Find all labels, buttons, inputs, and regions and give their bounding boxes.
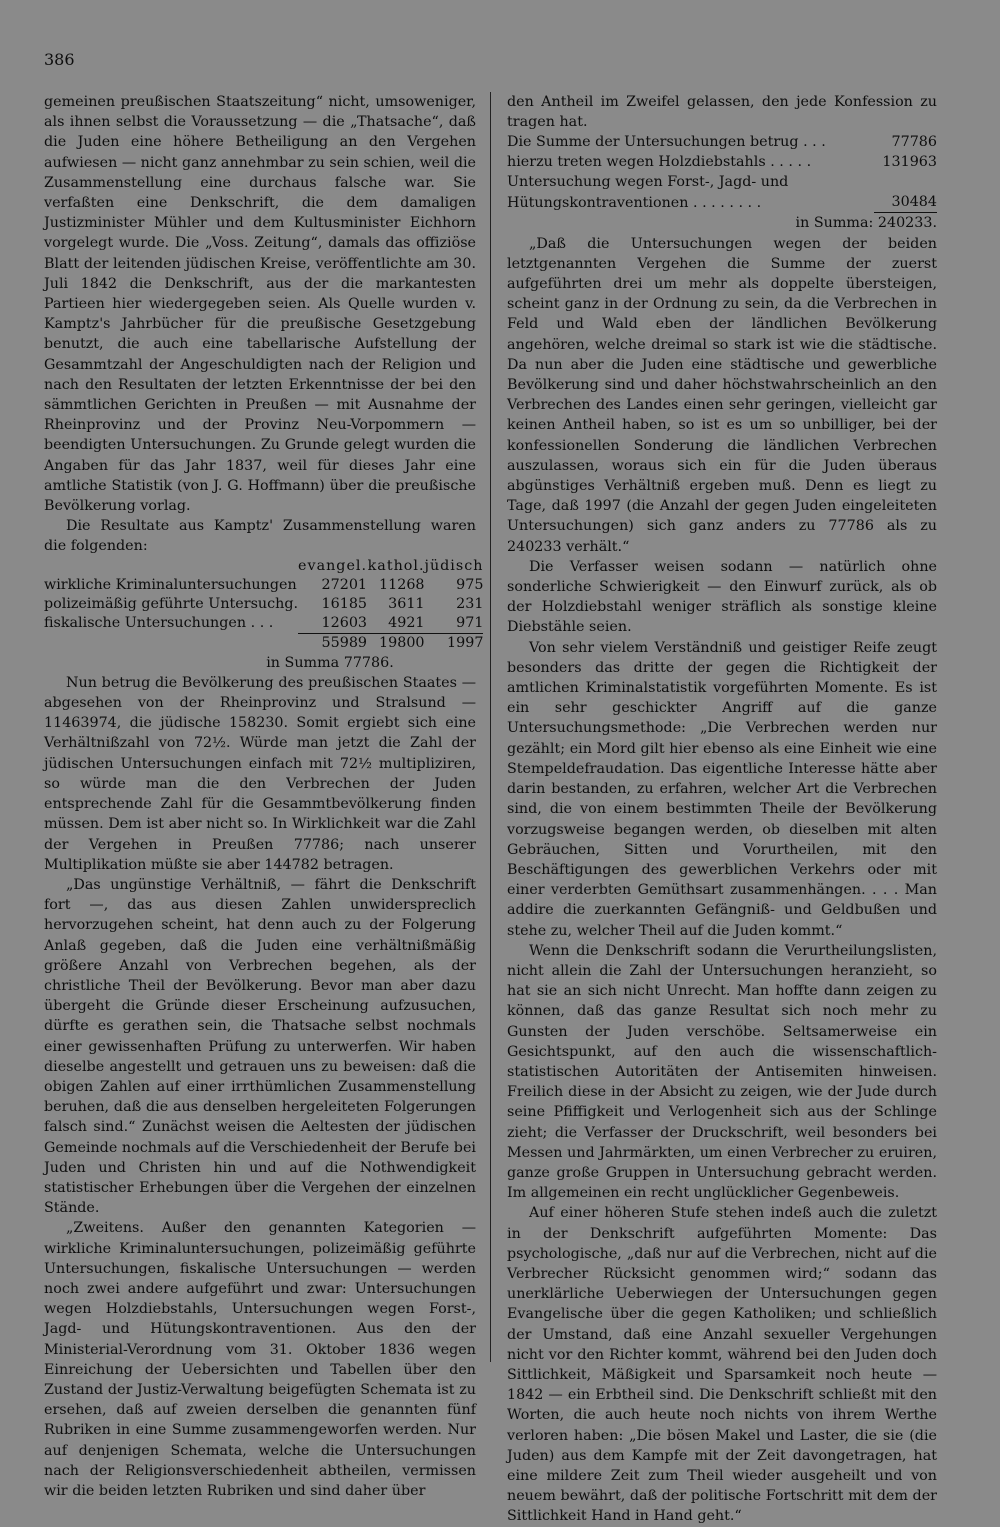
sum-table xyxy=(507,132,937,213)
sum-row xyxy=(507,192,937,213)
table-row xyxy=(44,576,483,595)
table-header-cell: jüdisch xyxy=(424,557,484,574)
paragraph: „Das ungünstige Verhältniß, — fährt die Denkschrift fort —, das aus diesen Zahlen unwiderspreclich hervorzugehen scheint, hat denn auch zu der Folgerung Anlaß gegeben, daß die Juden eine verhältnißmäßig größere Anzahl von Verbrechen begehen, als der christliche Theil der Bevölkerung. Bevor man aber dazu übergeht die Gründe dieser Erscheinung aufzusuchen, dürfte es gerathen sein, die Thatsache selbst nochmals einer gewissenhaften Prüfung zu unterwerfen. Wir haben dieselbe angestellt und getrauen uns zu beweisen: daß die obigen Zahlen auf einer irrthümlichen Zusammenstellung beruhen, daß die aus denselben hergeleiteten Folgerungen falsch sind.“ Zunächst weisen die Aeltesten der jüdischen Gemeinde nochmals auf die Verschiedenheit der Berufe bei Juden und Christen hin und auf die Nothwendigkeit statistischer Erhebungen über die Vergehen der einzelnen Stände. xyxy=(44,876,476,1217)
cell-evangelical: 16185 xyxy=(321,595,368,612)
table-totals-row xyxy=(44,633,483,653)
paragraph: Wenn die Denkschrift sodann die Verurtheilungslisten, nicht allein die Zahl der Untersuchungen heranzieht, so hat sie an sich nicht Unrecht. Man hoffte dann zeigen zu können, daß das ganze Resultat sich noch mehr zu Gunsten der Juden verschöbe. Seltsamerweise ein Gesichtspunkt, auf den auch die wissenschaftlich-statistischen Autoritäten der Antisemiten hinweisen. Freilich diese in der Absicht zu zeigen, wie der Jude durch seine Pfiffigkeit und Verlogenheit sich aus der Schlinge zieht; die Verfasser der Druckschrift, weil besonders bei Messen und Jahrmärkten, um einen Verbrecher zu eruiren, ganze große Gruppen in Untersuchung gebracht werden. Im allgemeinen ein recht unglücklicher Gegenbeweis. xyxy=(507,942,937,1202)
table-header-cell xyxy=(44,557,298,576)
sum-label: Untersuchung wegen Forst-, Jagd- und xyxy=(507,174,789,191)
sum-value: 77786 xyxy=(891,134,937,151)
table-header-cell: evangel. xyxy=(298,557,368,574)
paragraph: den Antheil im Zweifel gelassen, den jede Konfession zu tragen hat. xyxy=(507,94,937,131)
sum-row xyxy=(507,172,937,192)
paragraph: Die Verfasser weisen sodann — natürlich ohne sonderliche Schwierigkeit — den Einwurf zurück, als ob der Holzdiebstahl weniger sträflich als sonstige kleine Diebstähle seien. xyxy=(507,558,937,636)
totals-spacer xyxy=(44,633,298,653)
cell-evangelical: 27201 xyxy=(321,576,368,593)
table-row xyxy=(44,595,483,614)
sum-label: hierzu treten wegen Holzdiebstahls . . . . . xyxy=(507,154,812,171)
paragraph: Nun betrug die Bevölkerung des preußischen Staates — abgesehen von der Rheinprovinz und Stralsund — 11463974, die jüdische 158230. Somit ergiebt sich eine Verhältnißzahl von 72½. Würde man jetzt die Zahl der jüdischen Untersuchungen einfach mit 72½ multipliziren, so würde man die den Verbrechen der Juden entsprechende Zahl für die Gesammtbevölkerung finden müssen. Dem ist aber nicht so. In Wirklichkeit war die Zahl der Vergehen in Preußen 77786; nach unserer Multiplikation müßte sie aber 144782 betragen. xyxy=(44,674,476,873)
row-label: polizeimäßig geführte Untersuchg. xyxy=(44,595,299,612)
sum-value: 30484 xyxy=(874,192,937,213)
table-row xyxy=(44,614,483,634)
table-header-row xyxy=(44,557,483,576)
sum-summa: in Summa: 240233. xyxy=(795,215,937,232)
paragraph: Auf einer höheren Stufe stehen indeß auch die zuletzt in der Denkschrift aufgeführten Momente: Das psychologische, „daß nur auf die Verbrechen, nicht auf die Verbrecher Rücksicht genommen wird;“ sodann das unerklärliche Ueberwiegen der Untersuchungen gegen Evangelische über die gegen Katholiken; und schließlich der Umstand, daß eine Anzahl sexueller Vergehungen nicht vor den Richter kommt, während bei den Juden doch Sittlichkeit, Mäßigkeit und Sparsamkeit noch heute — 1842 — ein Erbtheil sind. Die Denkschrift schließt mit den Worten, die auch heute noch nichts von ihrem Werthe verloren haben: „Die bösen Makel und Laster, die sie (die Juden) aus dem Kampfe mit der Zeit davongetragen, hat eine mildere Zeit zum Theil wieder ausgeheilt und von neuem bewährt, daß der politische Fortschritt mit dem der Sittlichkeit Hand in Hand geht.“ xyxy=(507,1205,937,1525)
table-summa: in Summa 77786. xyxy=(266,654,394,671)
paragraph: „Daß die Untersuchungen wegen der beiden letztgenannten Vergehen die Summe der zuerst aufgeführten drei um mehr als doppelte übersteigen, scheint ganz in der Ordnung zu sein, da die Verbrechen in Feld und Wald eben der ländlichen Bevölkerung angehören, welche dreimal so stark ist wie die städtische. Da nun aber die Juden eine städtische und gewerbliche Bevölkerung sind und daher höchstwahrscheinlich an den Verbrechen des Landes einen sehr geringen, vielleicht gar keinen Antheil haben, so ist es um so unbilliger, bei der konfessionellen Sonderung die ländlichen Verbrechen auszulassen, woraus sich ein für die Juden überaus abgünstiges Verhältniß ergeben muß. Denn es liegt zu Tage, daß 1997 (die Anzahl der gegen Juden eingeleiteten Untersuchungen) sich ganz anders zu 77786 als zu 240233 verhält.“ xyxy=(507,235,937,555)
sum-value xyxy=(874,172,937,192)
table-header-cell: kathol. xyxy=(367,557,425,574)
row-label: fiskalische Untersuchungen . . . xyxy=(44,614,274,631)
cell-jewish: 231 xyxy=(456,595,484,612)
cell-jewish: 975 xyxy=(456,576,484,593)
total-jewish: 1997 xyxy=(425,633,484,653)
total-catholic: 19800 xyxy=(367,633,424,653)
sum-label: Die Summe der Untersuchungen betrug . . . xyxy=(507,134,826,151)
column-divider xyxy=(490,92,491,1362)
total-evangelical: 55989 xyxy=(298,633,367,653)
cell-catholic: 4921 xyxy=(388,614,425,631)
paragraph: Die Resultate aus Kamptz' Zusammenstellung waren die folgenden: xyxy=(44,518,476,555)
cell-evangelical: 12603 xyxy=(321,614,368,631)
cell-catholic: 11268 xyxy=(379,576,425,593)
sum-row xyxy=(507,132,937,152)
left-column xyxy=(44,92,484,1501)
sum-value: 131963 xyxy=(882,154,937,171)
sum-label: Hütungskontraventionen . . . . . . . . xyxy=(507,194,762,211)
paragraph: gemeinen preußischen Staatszeitung“ nicht, umsoweniger, als ihnen selbst die Voraussetzung — die „Thatsache“, daß die Juden eine höhere Betheiligung an den Vergehen aufwiesen — nicht ganz annehmbar zu sein schien, weil die Zusammenstellung eine durchaus falsche war. Sie verfaßten eine Denkschrift, die dem damaligen Justizminister Mühler und dem Kultusminister Eichhorn vorgelegt wurde. Die „Voss. Zeitung“, damals das offiziöse Blatt der leitenden jüdischen Kreise, veröffentlichte am 30. Juli 1842 die Denkschrift, aus der die markantesten Partieen hier wiedergegeben seien. Als Quelle wurden v. Kamptz's Jahrbücher für die preußische Gesetzgebung benutzt, die auch eine tabellarische Aufstellung der Gesammtzahl der Angeschuldigten nach der Religion und nach den Resultaten der letzten Erkenntnisse der bei den sämmtlichen Gerichten in Preußen — mit Ausnahme der Rheinprovinz und der Provinz Neu-Vorpommern — beendigten Untersuchungen. Zu Grunde gelegt wurden die Angaben für das Jahr 1837, weil für dieses Jahr eine amtliche Statistik (von J. G. Hoffmann) über die preußische Bevölkerung vorlag. xyxy=(44,94,477,515)
sum-row xyxy=(507,152,937,172)
paragraph: Von sehr vielem Verständniß und geistiger Reife zeugt besonders das dritte der gegen die Richtigkeit der amtlichen Kriminalstatistik vorgeführten Momente. Es ist ein sehr geschickter Angriff auf die ganze Untersuchungsmethode: „Die Verbrechen werden nur gezählt; ein Mord gilt hier ebenso als eine Einheit wie eine Stempeldefraudation. Das eigentliche Interesse hätte aber darin bestanden, zu erfahren, welcher Art die Verbrechen sind, die von einem bestimmten Theile der Bevölkerung vorzugsweise begangen werden, ob dieselben mit alten Gebräuchen, Sitten und Vorurtheilen, mit den Beschäftigungen des gewerblichen Verkehrs oder mit einer verderbten Gemüthsart zusammenhängen. . . . Man addire die zuerkannten Gefängniß- und Geldbußen und stehe zu, welcher Theil auf die Juden kommt.“ xyxy=(507,639,937,939)
cell-jewish: 971 xyxy=(456,614,484,631)
paragraph: „Zweitens. Außer den genannten Kategorien — wirkliche Kriminaluntersuchungen, polizeimäßig geführte Untersuchungen, fiskalische Untersuchungen — werden noch zwei andere aufgeführt und zwar: Untersuchungen wegen Holzdiebstahls, Untersuchungen wegen Forst-, Jagd- und Hütungskontraventionen. Aus den der Ministerial-Verordnung vom 31. Oktober 1836 wegen Einreichung der Uebersichten und Tabellen über den Zustand der Justiz-Verwaltung beigefügten Schemata ist zu ersehen, daß auf zweien derselben die genannten fünf Rubriken in eine Summe zusammengeworfen werden. Nur auf denjenigen Schemata, welche die Untersuchungen nach der Religionsverschiedenheit abtheilen, vermissen wir die beiden letzten Rubriken und sind daher über xyxy=(44,1220,476,1499)
statistics-table xyxy=(44,557,483,653)
cell-catholic: 3611 xyxy=(388,595,425,612)
page-number: 386 xyxy=(44,50,75,69)
row-label: wirkliche Kriminaluntersuchungen xyxy=(44,576,297,593)
right-column xyxy=(507,92,937,1527)
